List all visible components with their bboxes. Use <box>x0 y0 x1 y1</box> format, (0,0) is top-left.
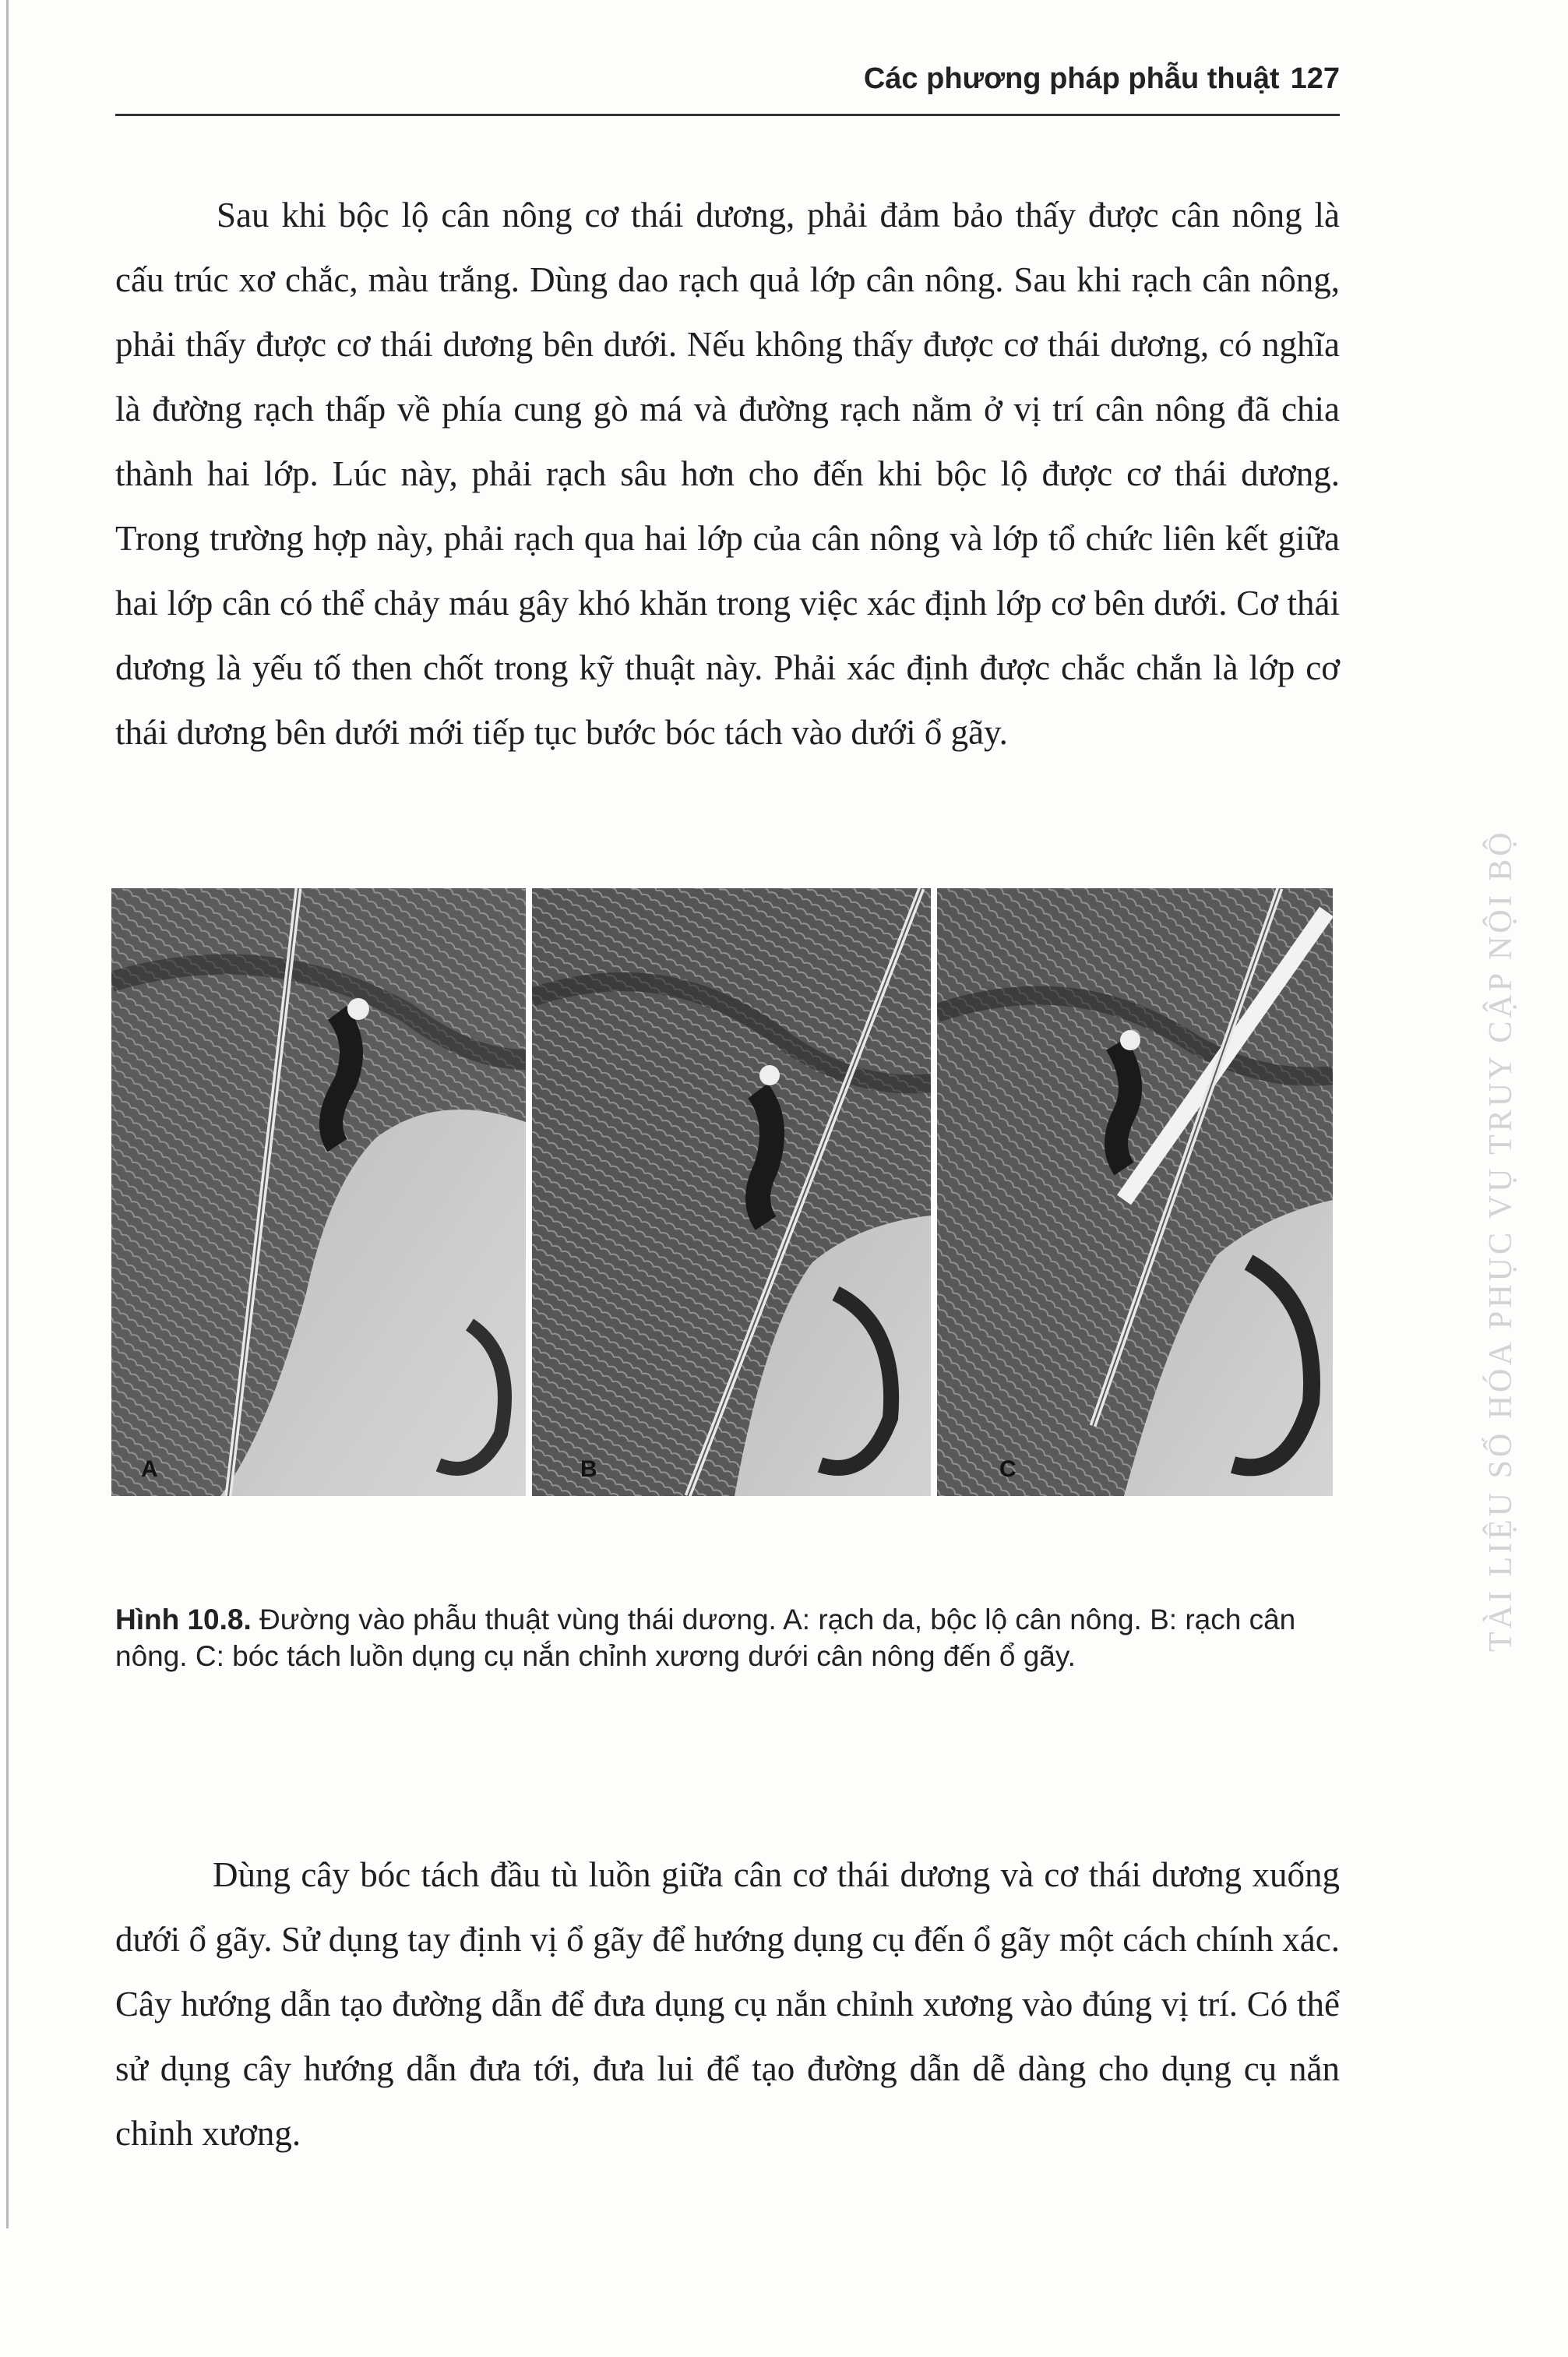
watermark-text: TÀI LIỆU SỐ HÓA PHỤC VỤ TRUY CẬP NỘI BỘ <box>1483 829 1519 1652</box>
figure-caption-text: Đường vào phẫu thuật vùng thái dương. A: rạch da, bộc lộ cân nông. B: rạch cân nông. C: bóc tách luồn dụng cụ nắn chỉnh xương dưới cân nông đến ổ gãy. <box>115 1604 1296 1672</box>
panel-c-label: C <box>999 1456 1017 1482</box>
page-number: 127 <box>1290 62 1340 95</box>
paragraph-second: Dùng cây bóc tách đầu tù luồn giữa cân cơ thái dương và cơ thái dương xuống dưới ổ gãy. Sử dụng tay định vị ổ gãy để hướng dụng cụ đến ổ gãy một cách chính xác. Cây hướng dẫn tạo đường dẫn để đưa dụng cụ nắn chỉnh xương vào đúng vị trí. Có thể sử dụng cây hướng dẫn đưa tới, đưa lui để tạo đường dẫn dễ dàng cho dụng cụ nắn chỉnh xương. <box>115 1855 1340 2153</box>
panel-a-label: A <box>141 1456 158 1482</box>
photo-panel-c <box>937 888 1333 1496</box>
figure-caption-label: Hình 10.8. <box>115 1604 252 1635</box>
paragraph-first: Sau khi bộc lộ cân nông cơ thái dương, phải đảm bảo thấy được cân nông là cấu trúc xơ chắc, màu trắng. Dùng dao rạch quả lớp cân nông. Sau khi rạch cân nông, phải thấy được cơ thái dương bên dưới. Nếu không thấy được cơ thái dương, có nghĩa là đường rạch thấp về phía cung gò má và đường rạch nằm ở vị trí cân nông đã chia thành hai lớp. Lúc này, phải rạch sâu hơn cho đến khi bộc lộ được cơ thái dương. Trong trường hợp này, phải rạch qua hai lớp của cân nông và lớp tổ chức liên kết giữa hai lớp cân có thể chảy máu gây khó khăn trong việc xác định lớp cơ bên dưới. Cơ thái dương là yếu tố then chốt trong kỹ thuật này. Phải xác định được chắc chắn là lớp cơ thái dương bên dưới mới tiếp tục bước bóc tách vào dưới ổ gãy. <box>115 196 1340 752</box>
figure-caption <box>115 1601 1338 1674</box>
page-edge-line <box>6 0 9 2228</box>
panel-b-label: B <box>580 1456 597 1482</box>
photo-panel-b <box>532 888 931 1496</box>
figure-10-8 <box>111 888 1333 1496</box>
header-rule <box>115 114 1340 116</box>
chapter-title: Các phương pháp phẫu thuật <box>863 62 1280 95</box>
photo-panel-a <box>111 888 526 1496</box>
running-header <box>748 62 1340 96</box>
